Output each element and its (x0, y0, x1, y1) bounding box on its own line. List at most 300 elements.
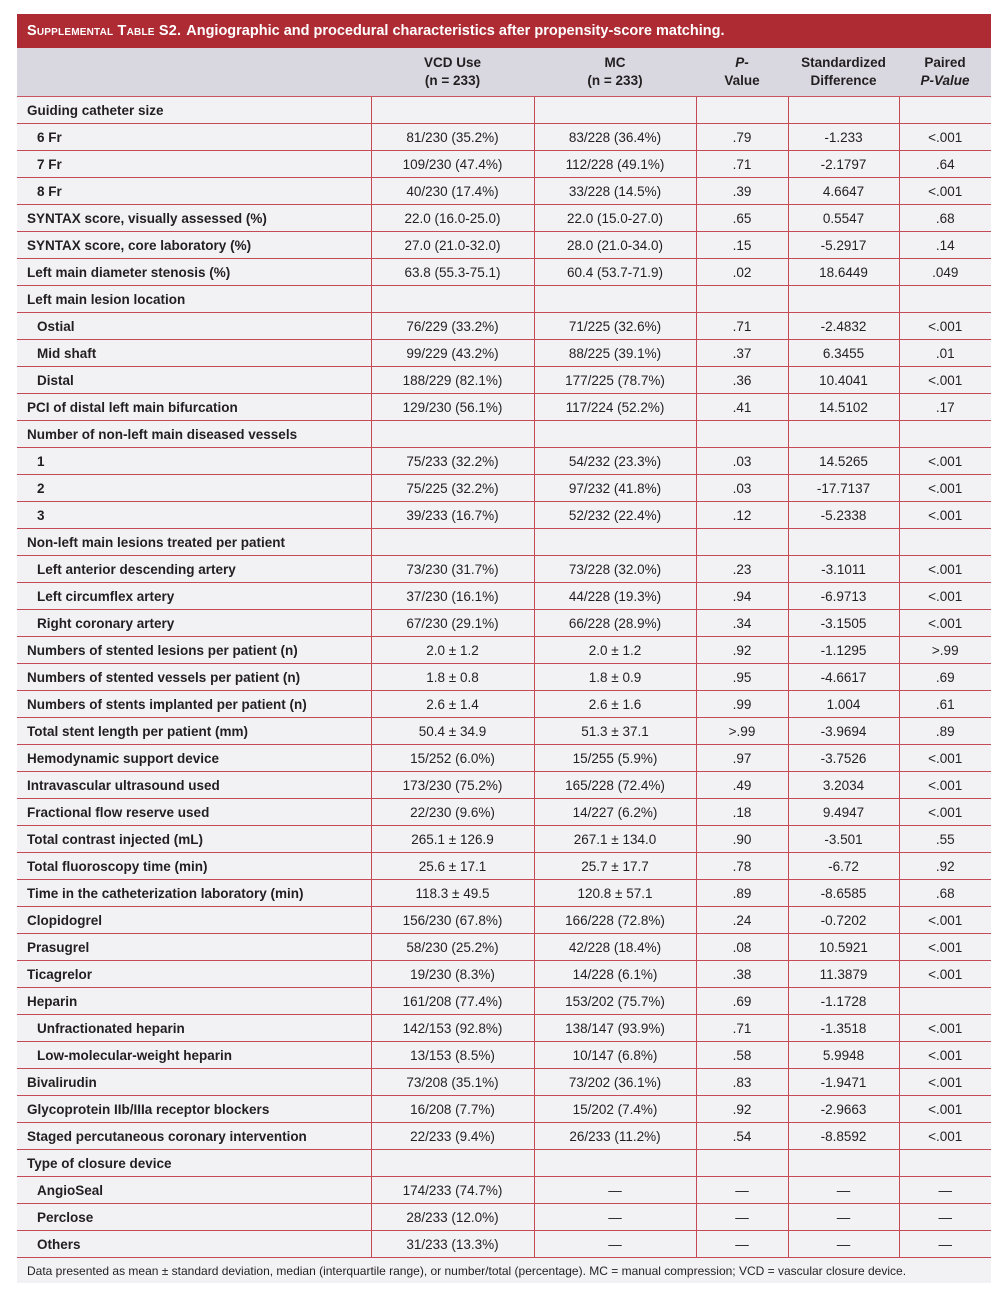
row-label: Others (17, 1231, 371, 1258)
cell-mc: 112/228 (49.1%) (534, 151, 696, 178)
row-label: Ostial (17, 313, 371, 340)
cell-paired-p-value: <.001 (899, 448, 991, 475)
cell-vcd-use (371, 97, 534, 124)
cell-mc: — (534, 1231, 696, 1258)
cell-standardized-difference: -0.7202 (788, 907, 899, 934)
cell-p-value: .58 (696, 1042, 788, 1069)
row-label: Perclose (17, 1204, 371, 1231)
header-paired-p-value: Paired P-Value (899, 48, 991, 97)
cell-paired-p-value: <.001 (899, 961, 991, 988)
cell-p-value: .83 (696, 1069, 788, 1096)
cell-vcd-use: 1.8 ± 0.8 (371, 664, 534, 691)
cell-p-value: .78 (696, 853, 788, 880)
cell-paired-p-value: <.001 (899, 1015, 991, 1042)
cell-p-value: .38 (696, 961, 788, 988)
cell-vcd-use: 2.6 ± 1.4 (371, 691, 534, 718)
cell-mc: 28.0 (21.0-34.0) (534, 232, 696, 259)
table-row (17, 691, 991, 718)
table-row (17, 637, 991, 664)
cell-paired-p-value: — (899, 1177, 991, 1204)
cell-mc: 2.0 ± 1.2 (534, 637, 696, 664)
row-label: Left main lesion location (17, 286, 371, 313)
cell-paired-p-value (899, 988, 991, 1015)
row-label: 7 Fr (17, 151, 371, 178)
cell-p-value: .36 (696, 367, 788, 394)
cell-mc: 71/225 (32.6%) (534, 313, 696, 340)
cell-mc: 44/228 (19.3%) (534, 583, 696, 610)
cell-p-value: .18 (696, 799, 788, 826)
cell-paired-p-value: <.001 (899, 799, 991, 826)
cell-vcd-use (371, 421, 534, 448)
table-row (17, 664, 991, 691)
row-label: Numbers of stented vessels per patient (n) (17, 664, 371, 691)
cell-vcd-use (371, 286, 534, 313)
cell-mc: 54/232 (23.3%) (534, 448, 696, 475)
header-mc: MC (n = 233) (534, 48, 696, 97)
cell-standardized-difference: -6.72 (788, 853, 899, 880)
table-row (17, 1177, 991, 1204)
cell-paired-p-value: <.001 (899, 502, 991, 529)
cell-mc: 22.0 (15.0-27.0) (534, 205, 696, 232)
cell-vcd-use (371, 1150, 534, 1177)
cell-mc: 15/255 (5.9%) (534, 745, 696, 772)
row-label: 2 (17, 475, 371, 502)
cell-p-value (696, 286, 788, 313)
cell-standardized-difference (788, 421, 899, 448)
cell-p-value: .39 (696, 178, 788, 205)
cell-mc: 73/202 (36.1%) (534, 1069, 696, 1096)
cell-mc: 14/227 (6.2%) (534, 799, 696, 826)
cell-vcd-use: 39/233 (16.7%) (371, 502, 534, 529)
cell-mc: 166/228 (72.8%) (534, 907, 696, 934)
cell-vcd-use: 161/208 (77.4%) (371, 988, 534, 1015)
table-row (17, 718, 991, 745)
cell-standardized-difference: -5.2338 (788, 502, 899, 529)
cell-vcd-use: 109/230 (47.4%) (371, 151, 534, 178)
cell-paired-p-value: .69 (899, 664, 991, 691)
cell-vcd-use: 67/230 (29.1%) (371, 610, 534, 637)
cell-mc: 52/232 (22.4%) (534, 502, 696, 529)
cell-standardized-difference: -8.6585 (788, 880, 899, 907)
table-row (17, 502, 991, 529)
table-row (17, 1015, 991, 1042)
cell-standardized-difference: -17.7137 (788, 475, 899, 502)
cell-p-value: — (696, 1204, 788, 1231)
cell-p-value: .24 (696, 907, 788, 934)
cell-paired-p-value (899, 286, 991, 313)
row-label: 1 (17, 448, 371, 475)
cell-mc: 165/228 (72.4%) (534, 772, 696, 799)
cell-paired-p-value: .049 (899, 259, 991, 286)
cell-paired-p-value: <.001 (899, 745, 991, 772)
cell-vcd-use: 28/233 (12.0%) (371, 1204, 534, 1231)
table-row (17, 259, 991, 286)
cell-standardized-difference: -2.4832 (788, 313, 899, 340)
cell-paired-p-value: <.001 (899, 772, 991, 799)
cell-p-value: — (696, 1177, 788, 1204)
row-label: Ticagrelor (17, 961, 371, 988)
row-label: Numbers of stents implanted per patient (n) (17, 691, 371, 718)
cell-mc: 42/228 (18.4%) (534, 934, 696, 961)
cell-standardized-difference: -3.1505 (788, 610, 899, 637)
table-row (17, 610, 991, 637)
table-row (17, 1204, 991, 1231)
cell-p-value: .08 (696, 934, 788, 961)
cell-mc (534, 529, 696, 556)
cell-standardized-difference: — (788, 1231, 899, 1258)
row-label: 8 Fr (17, 178, 371, 205)
cell-p-value: .92 (696, 637, 788, 664)
cell-mc: — (534, 1177, 696, 1204)
cell-standardized-difference (788, 97, 899, 124)
cell-paired-p-value: .92 (899, 853, 991, 880)
row-label: Intravascular ultrasound used (17, 772, 371, 799)
table-row (17, 97, 991, 124)
cell-p-value: .02 (696, 259, 788, 286)
table-row (17, 475, 991, 502)
cell-standardized-difference: -2.9663 (788, 1096, 899, 1123)
cell-mc: 177/225 (78.7%) (534, 367, 696, 394)
cell-paired-p-value: — (899, 1204, 991, 1231)
table-row (17, 367, 991, 394)
cell-vcd-use: 174/233 (74.7%) (371, 1177, 534, 1204)
table-row (17, 394, 991, 421)
cell-vcd-use: 142/153 (92.8%) (371, 1015, 534, 1042)
cell-paired-p-value: .17 (899, 394, 991, 421)
cell-mc: 97/232 (41.8%) (534, 475, 696, 502)
row-label: Hemodynamic support device (17, 745, 371, 772)
table-row (17, 124, 991, 151)
cell-standardized-difference: 9.4947 (788, 799, 899, 826)
table-title-text: Angiographic and procedural characteristics after propensity-score matching. (186, 23, 725, 39)
table-row (17, 556, 991, 583)
row-label: Glycoprotein IIb/IIIa receptor blockers (17, 1096, 371, 1123)
cell-standardized-difference (788, 286, 899, 313)
cell-paired-p-value: .89 (899, 718, 991, 745)
table-row (17, 529, 991, 556)
cell-standardized-difference: 6.3455 (788, 340, 899, 367)
supplemental-table (17, 14, 991, 1283)
cell-p-value: .92 (696, 1096, 788, 1123)
cell-p-value: .12 (696, 502, 788, 529)
cell-vcd-use: 76/229 (33.2%) (371, 313, 534, 340)
cell-p-value: .49 (696, 772, 788, 799)
cell-paired-p-value (899, 97, 991, 124)
cell-p-value: .54 (696, 1123, 788, 1150)
table-row (17, 583, 991, 610)
cell-standardized-difference: 10.5921 (788, 934, 899, 961)
cell-paired-p-value: <.001 (899, 178, 991, 205)
row-label: Total contrast injected (mL) (17, 826, 371, 853)
cell-standardized-difference: -1.9471 (788, 1069, 899, 1096)
cell-mc: 2.6 ± 1.6 (534, 691, 696, 718)
row-label: Fractional flow reserve used (17, 799, 371, 826)
cell-p-value: .41 (696, 394, 788, 421)
table-row (17, 178, 991, 205)
header-vcd-use: VCD Use (n = 233) (371, 48, 534, 97)
cell-mc (534, 421, 696, 448)
cell-vcd-use: 22.0 (16.0-25.0) (371, 205, 534, 232)
cell-mc: 66/228 (28.9%) (534, 610, 696, 637)
cell-paired-p-value (899, 421, 991, 448)
cell-standardized-difference: — (788, 1204, 899, 1231)
table-row (17, 205, 991, 232)
cell-standardized-difference: 14.5102 (788, 394, 899, 421)
cell-paired-p-value: <.001 (899, 907, 991, 934)
row-label: Staged percutaneous coronary intervention (17, 1123, 371, 1150)
cell-mc: 51.3 ± 37.1 (534, 718, 696, 745)
cell-vcd-use: 75/225 (32.2%) (371, 475, 534, 502)
cell-mc: 33/228 (14.5%) (534, 178, 696, 205)
cell-mc: 153/202 (75.7%) (534, 988, 696, 1015)
cell-standardized-difference: -3.7526 (788, 745, 899, 772)
cell-mc: 25.7 ± 17.7 (534, 853, 696, 880)
cell-paired-p-value: <.001 (899, 313, 991, 340)
cell-paired-p-value (899, 1150, 991, 1177)
cell-standardized-difference: 18.6449 (788, 259, 899, 286)
cell-standardized-difference: 1.004 (788, 691, 899, 718)
cell-standardized-difference: -4.6617 (788, 664, 899, 691)
cell-standardized-difference: 5.9948 (788, 1042, 899, 1069)
table-row (17, 286, 991, 313)
cell-standardized-difference: 3.2034 (788, 772, 899, 799)
cell-p-value: .69 (696, 988, 788, 1015)
cell-vcd-use: 58/230 (25.2%) (371, 934, 534, 961)
cell-p-value: .94 (696, 583, 788, 610)
cell-p-value: .71 (696, 313, 788, 340)
cell-paired-p-value: .14 (899, 232, 991, 259)
table-row (17, 340, 991, 367)
cell-p-value: .34 (696, 610, 788, 637)
cell-vcd-use (371, 529, 534, 556)
row-label: Non-left main lesions treated per patient (17, 529, 371, 556)
cell-p-value (696, 1150, 788, 1177)
table-row (17, 961, 991, 988)
cell-standardized-difference: -1.3518 (788, 1015, 899, 1042)
table-row (17, 421, 991, 448)
cell-mc: 73/228 (32.0%) (534, 556, 696, 583)
table-row (17, 1042, 991, 1069)
cell-mc: 14/228 (6.1%) (534, 961, 696, 988)
row-label: Mid shaft (17, 340, 371, 367)
cell-vcd-use: 31/233 (13.3%) (371, 1231, 534, 1258)
data-table (17, 48, 991, 1258)
cell-p-value: .03 (696, 448, 788, 475)
row-label: SYNTAX score, core laboratory (%) (17, 232, 371, 259)
cell-p-value: >.99 (696, 718, 788, 745)
row-label: Left circumflex artery (17, 583, 371, 610)
row-label: Total stent length per patient (mm) (17, 718, 371, 745)
cell-vcd-use: 22/233 (9.4%) (371, 1123, 534, 1150)
cell-paired-p-value: <.001 (899, 610, 991, 637)
row-label: SYNTAX score, visually assessed (%) (17, 205, 371, 232)
cell-standardized-difference: -5.2917 (788, 232, 899, 259)
cell-vcd-use: 40/230 (17.4%) (371, 178, 534, 205)
cell-standardized-difference: -2.1797 (788, 151, 899, 178)
cell-vcd-use: 129/230 (56.1%) (371, 394, 534, 421)
table-row (17, 1096, 991, 1123)
row-label: Low-molecular-weight heparin (17, 1042, 371, 1069)
row-label: Guiding catheter size (17, 97, 371, 124)
cell-paired-p-value: <.001 (899, 367, 991, 394)
cell-mc: 83/228 (36.4%) (534, 124, 696, 151)
cell-standardized-difference (788, 1150, 899, 1177)
table-row (17, 151, 991, 178)
table-row (17, 1231, 991, 1258)
cell-vcd-use: 22/230 (9.6%) (371, 799, 534, 826)
cell-standardized-difference (788, 529, 899, 556)
table-title-label: Supplemental Table S2. (27, 23, 182, 39)
cell-p-value: .71 (696, 1015, 788, 1042)
cell-paired-p-value: <.001 (899, 583, 991, 610)
row-label: Unfractionated heparin (17, 1015, 371, 1042)
cell-mc (534, 1150, 696, 1177)
cell-standardized-difference: -3.1011 (788, 556, 899, 583)
cell-standardized-difference: -8.8592 (788, 1123, 899, 1150)
cell-standardized-difference: 4.6647 (788, 178, 899, 205)
cell-paired-p-value: .55 (899, 826, 991, 853)
cell-standardized-difference: -3.9694 (788, 718, 899, 745)
cell-paired-p-value: <.001 (899, 1069, 991, 1096)
cell-p-value: .90 (696, 826, 788, 853)
cell-vcd-use: 13/153 (8.5%) (371, 1042, 534, 1069)
cell-paired-p-value: .64 (899, 151, 991, 178)
row-label: Heparin (17, 988, 371, 1015)
table-row (17, 313, 991, 340)
cell-vcd-use: 16/208 (7.7%) (371, 1096, 534, 1123)
row-label: Left anterior descending artery (17, 556, 371, 583)
cell-vcd-use: 173/230 (75.2%) (371, 772, 534, 799)
cell-p-value: .65 (696, 205, 788, 232)
table-row (17, 1069, 991, 1096)
row-label: Right coronary artery (17, 610, 371, 637)
table-row (17, 448, 991, 475)
table-row (17, 799, 991, 826)
table-row (17, 988, 991, 1015)
cell-paired-p-value: .61 (899, 691, 991, 718)
cell-p-value: .89 (696, 880, 788, 907)
cell-p-value: .37 (696, 340, 788, 367)
row-label: Number of non-left main diseased vessels (17, 421, 371, 448)
row-label: Bivalirudin (17, 1069, 371, 1096)
table-row (17, 853, 991, 880)
table-footnote: Data presented as mean ± standard deviation, median (interquartile range), or number/total (percentage). MC = manual compression; VCD = vascular closure device. (17, 1258, 991, 1283)
cell-standardized-difference: 0.5547 (788, 205, 899, 232)
cell-p-value: .15 (696, 232, 788, 259)
cell-standardized-difference: -6.9713 (788, 583, 899, 610)
cell-mc: 120.8 ± 57.1 (534, 880, 696, 907)
cell-mc: 26/233 (11.2%) (534, 1123, 696, 1150)
row-label: Time in the catheterization laboratory (min) (17, 880, 371, 907)
cell-vcd-use: 73/208 (35.1%) (371, 1069, 534, 1096)
row-label: Prasugrel (17, 934, 371, 961)
cell-mc: 138/147 (93.9%) (534, 1015, 696, 1042)
table-row (17, 934, 991, 961)
row-label: Distal (17, 367, 371, 394)
cell-vcd-use: 81/230 (35.2%) (371, 124, 534, 151)
table-row (17, 772, 991, 799)
cell-p-value: .99 (696, 691, 788, 718)
cell-p-value: .23 (696, 556, 788, 583)
cell-mc: 117/224 (52.2%) (534, 394, 696, 421)
cell-vcd-use: 63.8 (55.3-75.1) (371, 259, 534, 286)
row-label: Clopidogrel (17, 907, 371, 934)
cell-p-value: .03 (696, 475, 788, 502)
cell-p-value (696, 421, 788, 448)
cell-paired-p-value: <.001 (899, 1042, 991, 1069)
table-body (17, 97, 991, 1258)
cell-mc: 267.1 ± 134.0 (534, 826, 696, 853)
table-title (17, 14, 991, 48)
cell-standardized-difference: -1.1295 (788, 637, 899, 664)
cell-paired-p-value: <.001 (899, 934, 991, 961)
cell-mc: 10/147 (6.8%) (534, 1042, 696, 1069)
table-row (17, 1150, 991, 1177)
cell-mc: 60.4 (53.7-71.9) (534, 259, 696, 286)
cell-standardized-difference: -3.501 (788, 826, 899, 853)
cell-vcd-use: 118.3 ± 49.5 (371, 880, 534, 907)
cell-vcd-use: 19/230 (8.3%) (371, 961, 534, 988)
cell-p-value: .79 (696, 124, 788, 151)
cell-p-value (696, 97, 788, 124)
table-row (17, 880, 991, 907)
cell-paired-p-value (899, 529, 991, 556)
table-row (17, 745, 991, 772)
cell-paired-p-value: .68 (899, 205, 991, 232)
cell-paired-p-value: <.001 (899, 1123, 991, 1150)
cell-vcd-use: 99/229 (43.2%) (371, 340, 534, 367)
cell-standardized-difference: -1.1728 (788, 988, 899, 1015)
cell-standardized-difference: — (788, 1177, 899, 1204)
cell-mc: — (534, 1204, 696, 1231)
cell-vcd-use: 37/230 (16.1%) (371, 583, 534, 610)
cell-mc: 15/202 (7.4%) (534, 1096, 696, 1123)
cell-vcd-use: 265.1 ± 126.9 (371, 826, 534, 853)
cell-mc: 1.8 ± 0.9 (534, 664, 696, 691)
cell-vcd-use: 50.4 ± 34.9 (371, 718, 534, 745)
cell-standardized-difference: 10.4041 (788, 367, 899, 394)
cell-vcd-use: 73/230 (31.7%) (371, 556, 534, 583)
cell-paired-p-value: <.001 (899, 556, 991, 583)
cell-vcd-use: 25.6 ± 17.1 (371, 853, 534, 880)
cell-paired-p-value: — (899, 1231, 991, 1258)
cell-p-value: .97 (696, 745, 788, 772)
header-characteristic (17, 48, 371, 97)
row-label: 3 (17, 502, 371, 529)
cell-p-value (696, 529, 788, 556)
row-label: 6 Fr (17, 124, 371, 151)
row-label: AngioSeal (17, 1177, 371, 1204)
cell-mc (534, 286, 696, 313)
header-p-value: P- Value (696, 48, 788, 97)
cell-vcd-use: 188/229 (82.1%) (371, 367, 534, 394)
cell-vcd-use: 2.0 ± 1.2 (371, 637, 534, 664)
cell-standardized-difference: 11.3879 (788, 961, 899, 988)
row-label: Numbers of stented lesions per patient (n) (17, 637, 371, 664)
cell-p-value: .71 (696, 151, 788, 178)
table-row (17, 826, 991, 853)
cell-mc: 88/225 (39.1%) (534, 340, 696, 367)
cell-vcd-use: 27.0 (21.0-32.0) (371, 232, 534, 259)
cell-vcd-use: 15/252 (6.0%) (371, 745, 534, 772)
cell-paired-p-value: <.001 (899, 475, 991, 502)
row-label: Total fluoroscopy time (min) (17, 853, 371, 880)
cell-standardized-difference: -1.233 (788, 124, 899, 151)
cell-vcd-use: 75/233 (32.2%) (371, 448, 534, 475)
cell-p-value: .95 (696, 664, 788, 691)
cell-mc (534, 97, 696, 124)
header-row (17, 48, 991, 97)
